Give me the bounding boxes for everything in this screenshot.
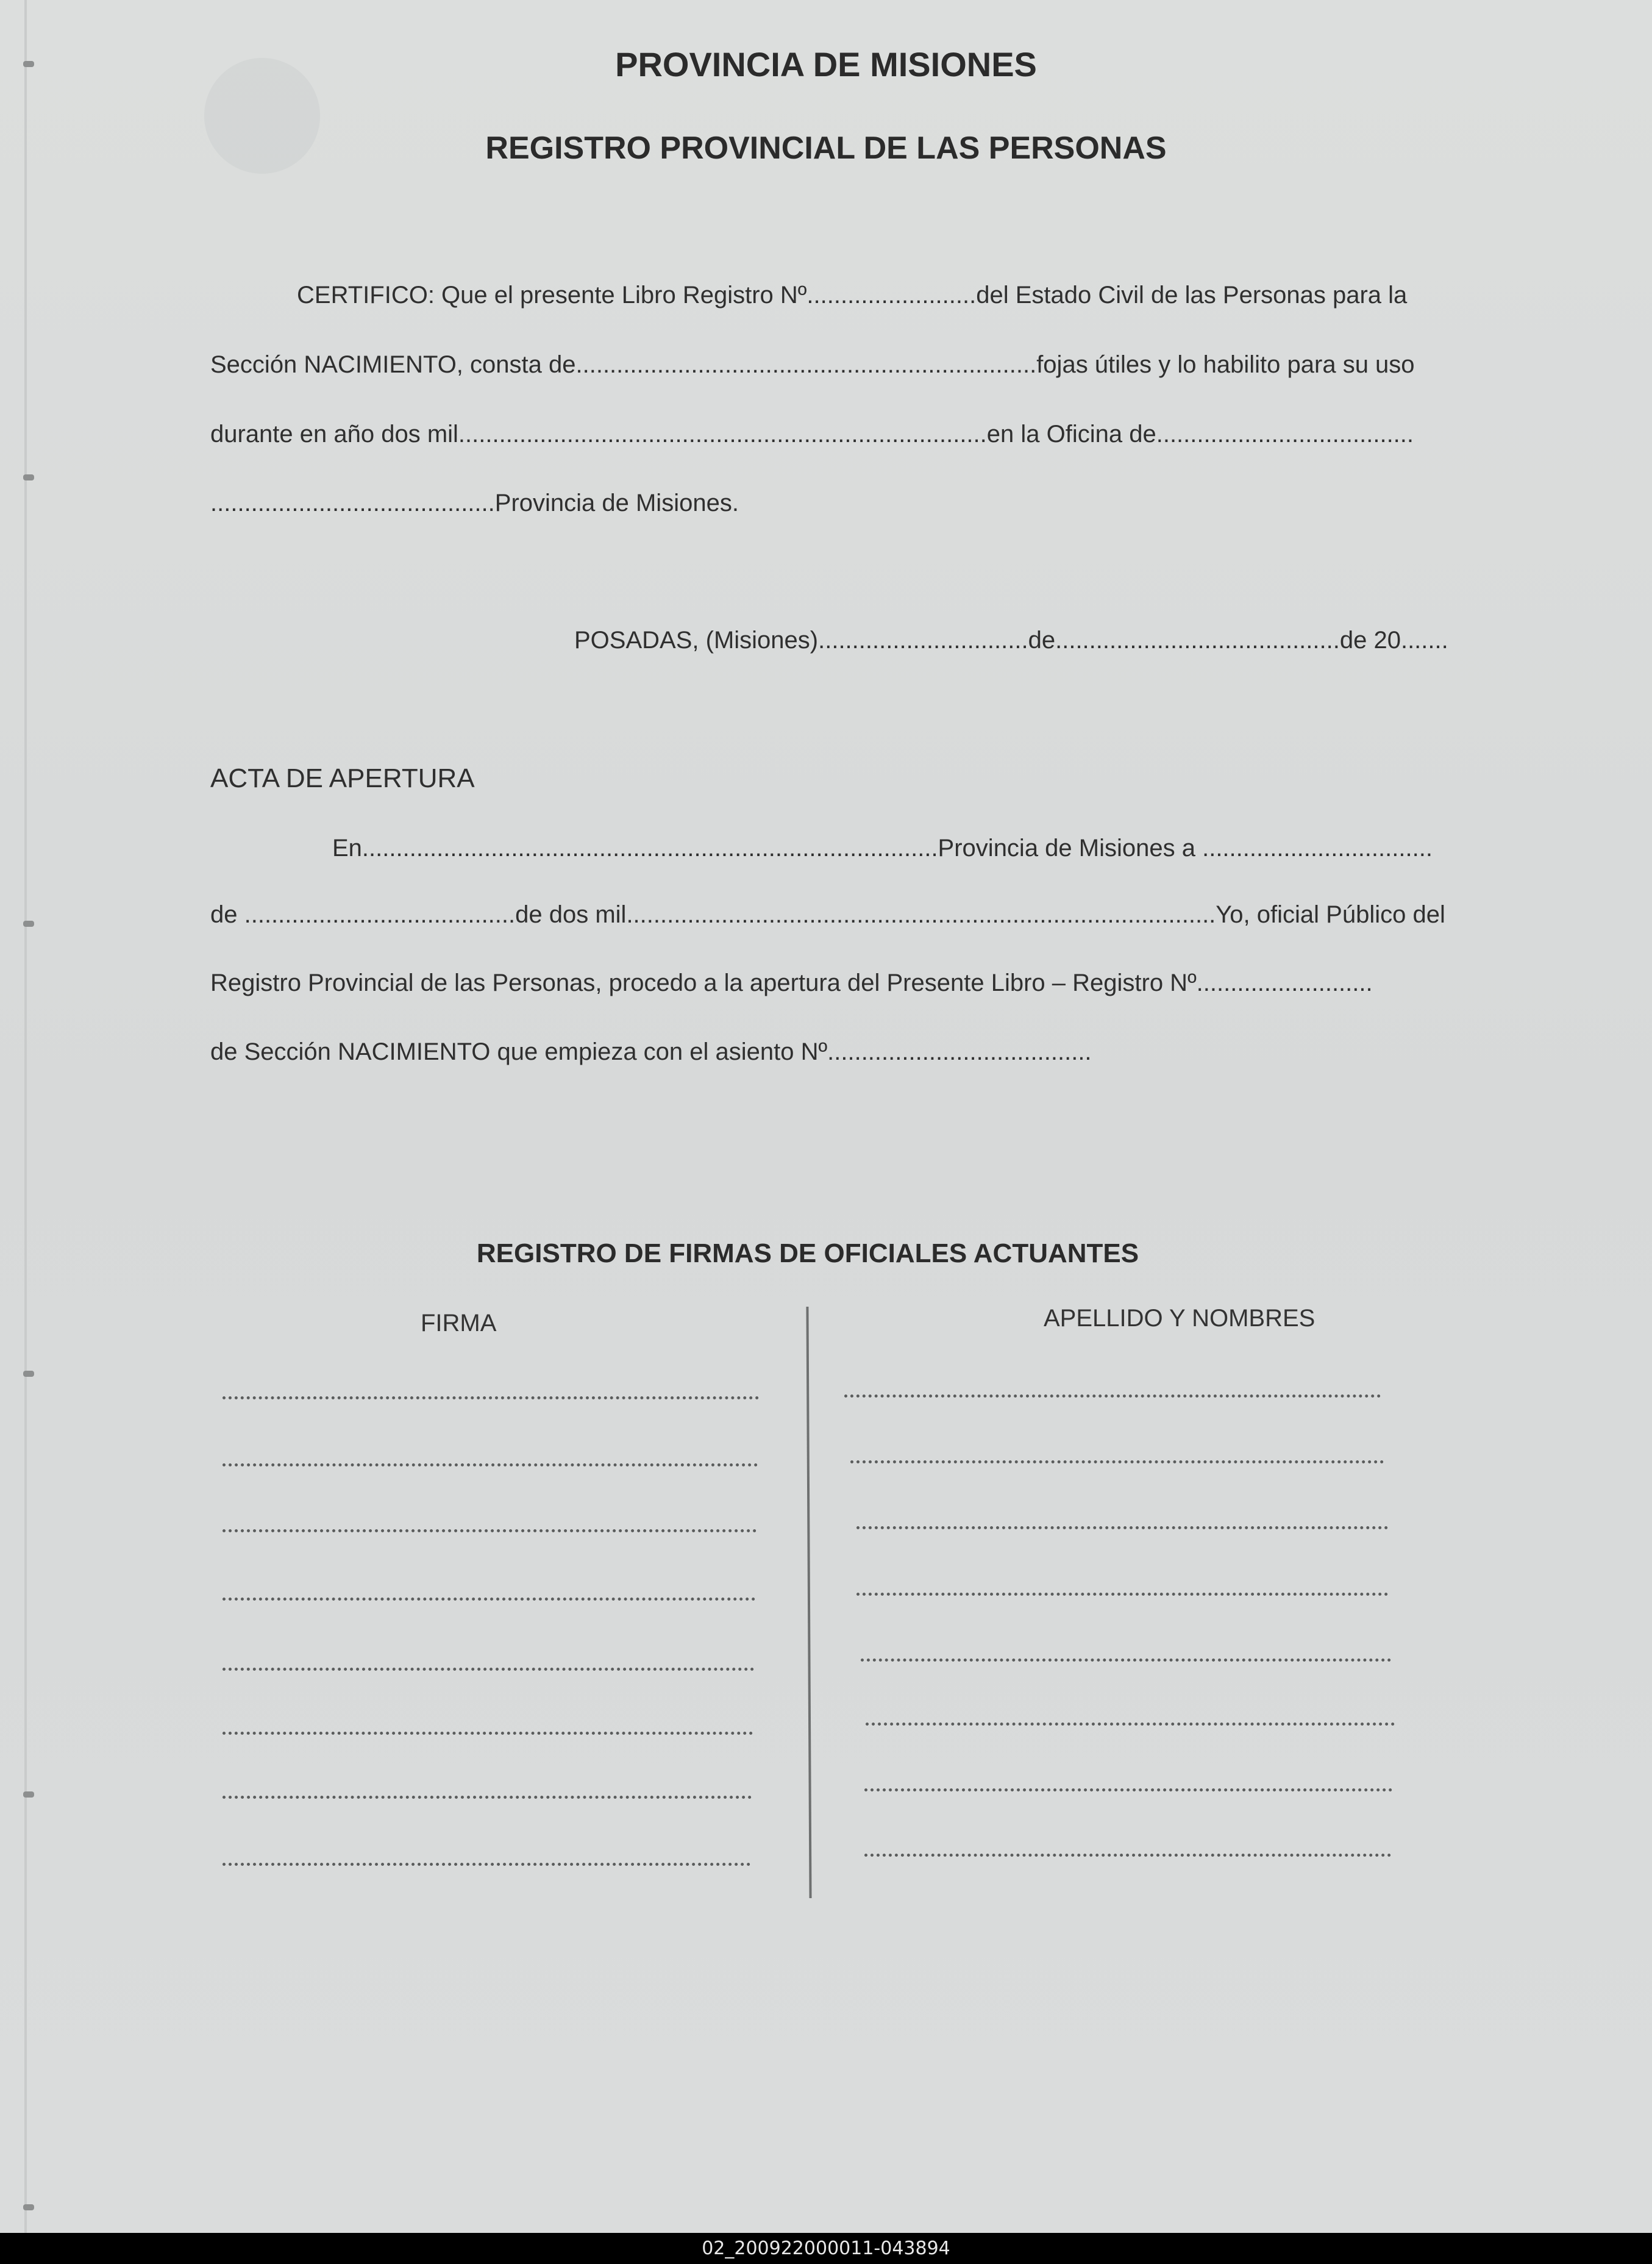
certificate-line: Sección NACIMIENTO, consta de....................................................................fojas útiles y lo habilito para su uso xyxy=(210,351,1415,378)
firma-row xyxy=(223,1529,757,1532)
firma-row xyxy=(223,1796,752,1799)
binding-hole xyxy=(23,921,34,927)
firma-row xyxy=(223,1863,750,1866)
acta-line: En.....................................................................................Provincia de Misiones a .................................. xyxy=(332,835,1433,862)
binding-hole xyxy=(23,2204,34,2210)
column-divider xyxy=(806,1307,811,1898)
date-line: POSADAS, (Misiones)...............................de..........................................de 20....... xyxy=(574,627,1448,654)
nombres-row xyxy=(856,1526,1388,1529)
nombres-row xyxy=(850,1460,1384,1463)
binding-hole xyxy=(23,1791,34,1798)
acta-line: Registro Provincial de las Personas, procedo a la apertura del Presente Libro – Registro Nº.......................... xyxy=(210,970,1373,996)
nombres-row xyxy=(856,1593,1388,1596)
firma-row xyxy=(223,1732,753,1735)
nombres-column-header: APELLIDO Y NOMBRES xyxy=(1044,1305,1316,1332)
nombres-row xyxy=(844,1394,1381,1398)
nombres-row xyxy=(864,1788,1392,1791)
certificate-line: durante en año dos mil..............................................................................en la Oficina de...................................... xyxy=(210,421,1414,448)
signatures-heading: REGISTRO DE FIRMAS DE OFICIALES ACTUANTES xyxy=(476,1238,1139,1268)
binding-hole xyxy=(23,474,34,480)
page-title: PROVINCIA DE MISIONES xyxy=(615,45,1037,84)
acta-heading: ACTA DE APERTURA xyxy=(210,763,475,793)
firma-column-header: FIRMA xyxy=(421,1310,497,1337)
acta-line: de ........................................de dos mil.......................................................................................Yo, oficial Público del xyxy=(210,901,1445,928)
nombres-row xyxy=(866,1723,1395,1726)
firma-row xyxy=(223,1463,758,1466)
binding-edge xyxy=(24,0,27,2233)
certificate-line: ..........................................Provincia de Misiones. xyxy=(210,490,739,516)
acta-line: de Sección NACIMIENTO que empieza con el asiento Nº....................................... xyxy=(210,1038,1092,1065)
binding-hole xyxy=(23,1371,34,1377)
nombres-row xyxy=(864,1854,1391,1857)
firma-row xyxy=(223,1668,754,1671)
page-subtitle: REGISTRO PROVINCIAL DE LAS PERSONAS xyxy=(485,130,1167,166)
scan-id-footer: 02_200922000011-043894 xyxy=(0,2233,1652,2264)
firma-row xyxy=(223,1396,759,1399)
certificate-line: CERTIFICO: Que el presente Libro Registro Nº.........................del Estado Civil de las Personas para la xyxy=(297,282,1408,309)
nombres-row xyxy=(861,1659,1391,1662)
firma-row xyxy=(223,1598,755,1601)
